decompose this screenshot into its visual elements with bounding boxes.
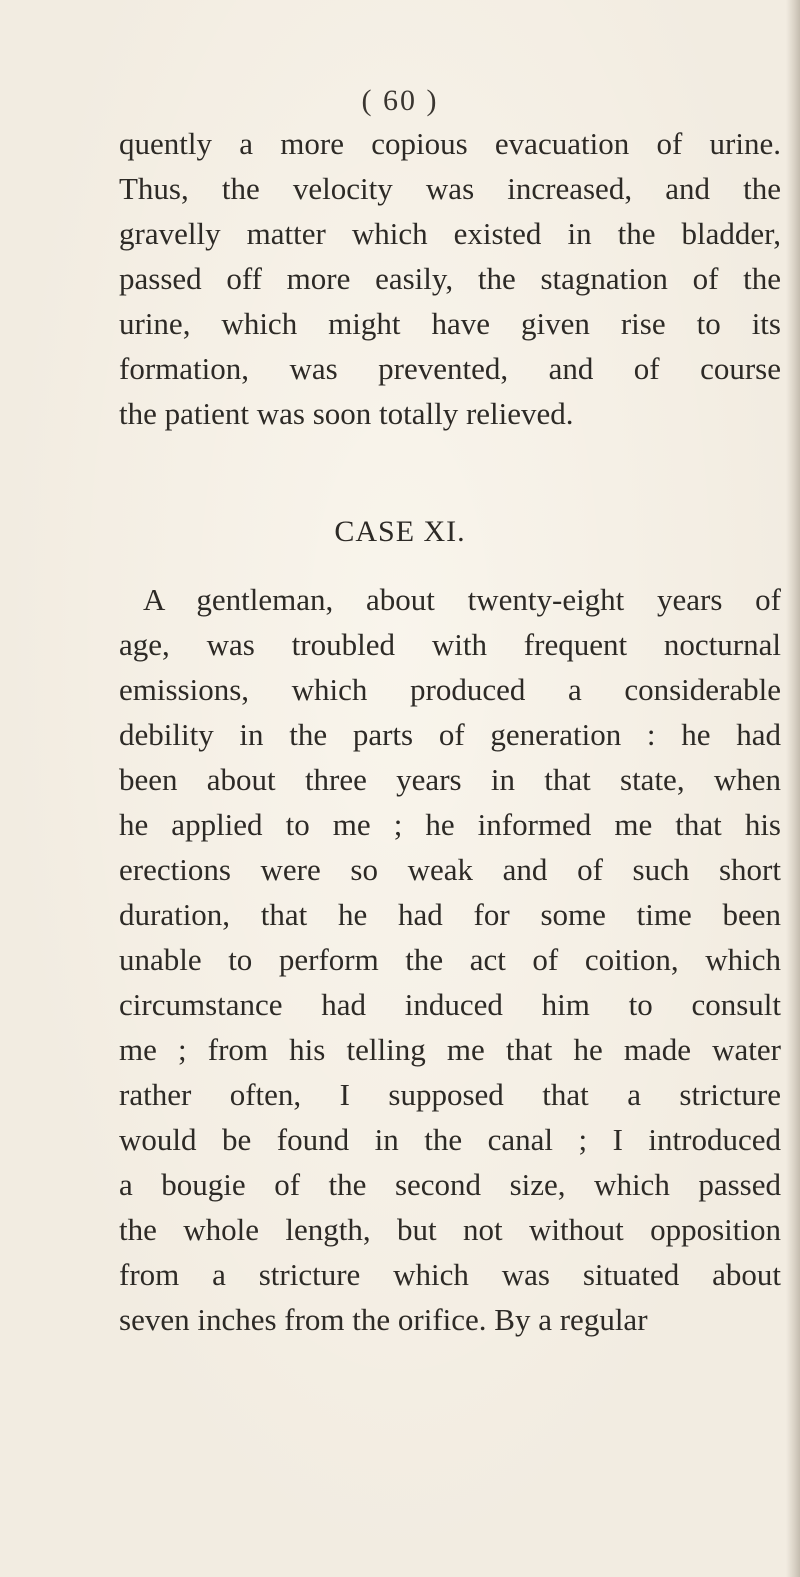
text-line: me ; from his telling me that he made water bbox=[119, 1032, 781, 1067]
text-line: urine, which might have given rise to its bbox=[119, 306, 781, 341]
text-line: debility in the parts of generation : he had bbox=[119, 717, 781, 752]
page-number: ( 60 ) bbox=[361, 84, 439, 117]
text-line: erections were so weak and of such short bbox=[119, 852, 781, 887]
text-line: duration, that he had for some time been bbox=[119, 897, 781, 932]
text-line: been about three years in that state, when bbox=[119, 762, 781, 797]
text-line: seven inches from the orifice. By a regular bbox=[119, 1302, 648, 1337]
text-line: he applied to me ; he informed me that his bbox=[119, 807, 781, 842]
text-line: the whole length, but not without opposition bbox=[119, 1212, 781, 1247]
text-line: would be found in the canal ; I introduced bbox=[119, 1122, 781, 1157]
text-line: from a stricture which was situated about bbox=[119, 1257, 781, 1292]
text-line: passed off more easily, the stagnation of the bbox=[119, 261, 781, 296]
text-line: Thus, the velocity was increased, and the bbox=[119, 171, 781, 206]
case-heading: CASE XI. bbox=[334, 515, 466, 548]
page-edge-shadow bbox=[786, 0, 800, 1577]
text-line: a bougie of the second size, which passed bbox=[119, 1167, 781, 1202]
text-line: gravelly matter which existed in the bladder, bbox=[119, 216, 781, 251]
text-line: formation, was prevented, and of course bbox=[119, 351, 781, 386]
text-line: unable to perform the act of coition, which bbox=[119, 942, 781, 977]
text-line: A gentleman, about twenty-eight years of bbox=[143, 582, 781, 617]
text-line: circumstance had induced him to consult bbox=[119, 987, 781, 1022]
text-line: quently a more copious evacuation of urine. bbox=[119, 126, 781, 161]
text-line: the patient was soon totally relieved. bbox=[119, 396, 574, 431]
text-line: rather often, I supposed that a stricture bbox=[119, 1077, 781, 1112]
text-line: emissions, which produced a considerable bbox=[119, 672, 781, 707]
paragraph-continuation bbox=[119, 121, 781, 436]
case-paragraph bbox=[119, 577, 781, 1342]
text-line: age, was troubled with frequent nocturnal bbox=[119, 627, 781, 662]
